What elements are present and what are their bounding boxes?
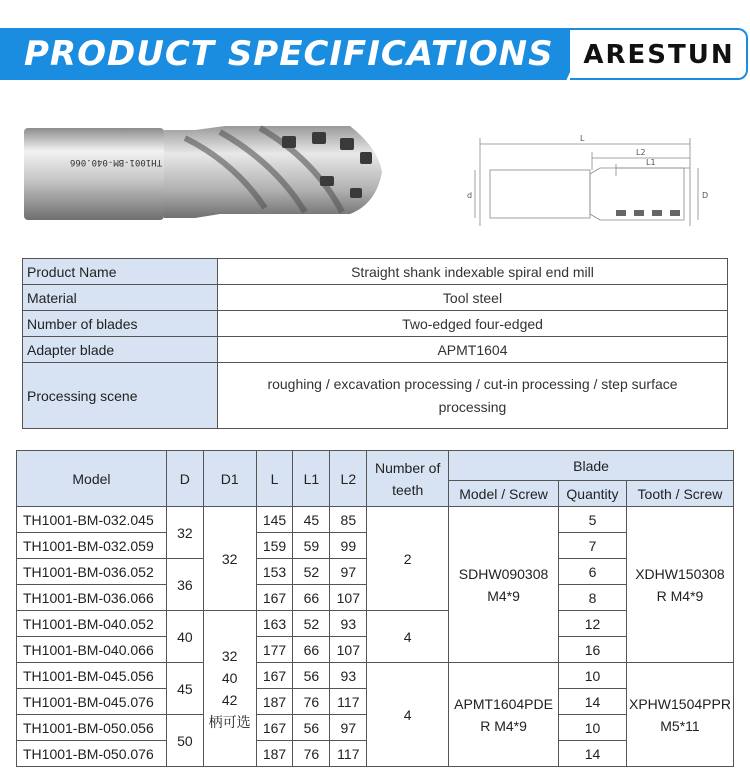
d1-cell: 32: [203, 507, 256, 611]
l1-cell: 66: [293, 637, 330, 663]
l-cell: 153: [256, 559, 293, 585]
l2-cell: 107: [330, 637, 367, 663]
spec-row: [23, 285, 728, 311]
quantity-cell: 14: [559, 741, 627, 767]
l-cell: 167: [256, 663, 293, 689]
quantity-cell: 12: [559, 611, 627, 637]
spec-label: Number of blades: [23, 311, 218, 337]
d1-option: 42: [221, 691, 238, 708]
l2-cell: 85: [330, 507, 367, 533]
tooth-model-line: XDHW150308: [635, 565, 725, 582]
l1-cell: 66: [293, 585, 330, 611]
l-cell: 187: [256, 689, 293, 715]
quantity-cell: 10: [559, 663, 627, 689]
col-header-d: D: [166, 451, 203, 507]
d-cell: 40: [166, 611, 203, 663]
spec-label: Processing scene: [23, 363, 218, 429]
l1-cell: 76: [293, 741, 330, 767]
dim-label-L: L: [580, 134, 585, 143]
model-cell: TH1001-BM-036.052: [17, 559, 167, 585]
l2-cell: 97: [330, 559, 367, 585]
l1-cell: 56: [293, 715, 330, 741]
brand-logo-box: [570, 28, 748, 80]
brand-logo: ARESTUN: [583, 40, 735, 70]
drawing-insert: [616, 210, 626, 216]
drawing-shank: [490, 170, 590, 218]
spec-value: roughing / excavation processing / cut-in processing / step surface processing: [218, 363, 728, 429]
model-table: [16, 450, 734, 767]
quantity-cell: 7: [559, 533, 627, 559]
spec-label: Product Name: [23, 259, 218, 285]
page-title: PRODUCT SPECIFICATIONS: [24, 34, 554, 74]
l2-cell: 93: [330, 611, 367, 637]
dim-label-L1: L1: [646, 158, 656, 167]
drawing-insert: [634, 210, 644, 216]
d1-cell: [203, 611, 256, 767]
blade-model-cell: [449, 507, 559, 663]
quantity-cell: 14: [559, 689, 627, 715]
spec-label: Adapter blade: [23, 337, 218, 363]
header-row: [17, 451, 734, 481]
header-banner: [0, 28, 750, 80]
dim-label-L2: L2: [636, 148, 646, 157]
drawing-insert: [670, 210, 680, 216]
model-cell: TH1001-BM-032.045: [17, 507, 167, 533]
d1-option: 32: [221, 647, 238, 664]
col-header-blade: Blade: [449, 451, 734, 481]
quantity-cell: 10: [559, 715, 627, 741]
l2-cell: 99: [330, 533, 367, 559]
technical-drawing: [440, 130, 720, 240]
insert-shape: [320, 176, 334, 186]
table-row: [17, 611, 734, 637]
l2-cell: 107: [330, 585, 367, 611]
quantity-cell: 6: [559, 559, 627, 585]
l-cell: 167: [256, 585, 293, 611]
d-cell: 36: [166, 559, 203, 611]
l-cell: 163: [256, 611, 293, 637]
col-header-quantity: Quantity: [559, 481, 627, 507]
l-cell: 177: [256, 637, 293, 663]
d1-option: 40: [221, 669, 238, 686]
teeth-cell: 4: [367, 611, 449, 663]
insert-shape: [340, 138, 354, 150]
product-spec-table: [22, 258, 728, 429]
l2-cell: 117: [330, 689, 367, 715]
l1-cell: 59: [293, 533, 330, 559]
d-cell: 45: [166, 663, 203, 715]
d-cell: 32: [166, 507, 203, 559]
blade-model-cell: [449, 663, 559, 767]
model-cell: TH1001-BM-050.076: [17, 741, 167, 767]
spec-value: Tool steel: [218, 285, 728, 311]
l1-cell: 52: [293, 611, 330, 637]
insert-shape: [282, 136, 296, 148]
tooth-screw-cell: [626, 663, 733, 767]
blade-model-line: APMT1604PDE: [454, 695, 553, 712]
l1-cell: 45: [293, 507, 330, 533]
l-cell: 159: [256, 533, 293, 559]
blade-model-line: SDHW090308: [458, 565, 549, 582]
dim-label-D: D: [702, 191, 709, 200]
insert-shape: [350, 188, 362, 198]
spec-label: Material: [23, 285, 218, 311]
l-cell: 145: [256, 507, 293, 533]
tooth-screw-cell: [626, 507, 733, 663]
quantity-cell: 5: [559, 507, 627, 533]
quantity-cell: 8: [559, 585, 627, 611]
col-header-l2: L2: [330, 451, 367, 507]
product-photo: [20, 108, 390, 238]
l-cell: 187: [256, 741, 293, 767]
l2-cell: 93: [330, 663, 367, 689]
d-cell: 50: [166, 715, 203, 767]
col-header-blade-model: Model / Screw: [449, 481, 559, 507]
teeth-cell: 4: [367, 663, 449, 767]
blade-screw-line: R M4*9: [480, 717, 527, 734]
insert-shape: [312, 132, 326, 144]
model-cell: TH1001-BM-050.056: [17, 715, 167, 741]
l-cell: 167: [256, 715, 293, 741]
tooth-screw-line: M5*11: [660, 717, 700, 734]
dim-label-d: d: [467, 191, 473, 200]
blade-screw-line: M4*9: [487, 587, 520, 604]
engraving-text: TH1001-BM-040.066: [69, 157, 163, 167]
shank-shape: [24, 128, 164, 220]
col-header-model: Model: [17, 451, 167, 507]
d1-option-note: 柄可选: [208, 713, 251, 730]
model-cell: TH1001-BM-036.066: [17, 585, 167, 611]
insert-shape: [360, 152, 372, 164]
l2-cell: 117: [330, 741, 367, 767]
spec-row: [23, 311, 728, 337]
spec-row: [23, 363, 728, 429]
model-cell: TH1001-BM-040.066: [17, 637, 167, 663]
teeth-cell: 2: [367, 507, 449, 611]
spec-row: [23, 259, 728, 285]
l1-cell: 56: [293, 663, 330, 689]
table-row: [17, 663, 734, 689]
l1-cell: 52: [293, 559, 330, 585]
spec-value: Straight shank indexable spiral end mill: [218, 259, 728, 285]
spec-value: APMT1604: [218, 337, 728, 363]
col-header-l1: L1: [293, 451, 330, 507]
model-cell: TH1001-BM-045.076: [17, 689, 167, 715]
model-cell: TH1001-BM-032.059: [17, 533, 167, 559]
l2-cell: 97: [330, 715, 367, 741]
tooth-model-line: XPHW1504PPR: [629, 695, 731, 712]
l1-cell: 76: [293, 689, 330, 715]
spec-value: Two-edged four-edged: [218, 311, 728, 337]
spec-row: [23, 337, 728, 363]
quantity-cell: 16: [559, 637, 627, 663]
table-row: [17, 507, 734, 533]
model-cell: TH1001-BM-040.052: [17, 611, 167, 637]
col-header-tooth-screw: Tooth / Screw: [626, 481, 733, 507]
model-cell: TH1001-BM-045.056: [17, 663, 167, 689]
tooth-screw-line: R M4*9: [656, 587, 704, 604]
col-header-teeth: Number of teeth: [367, 451, 449, 507]
col-header-l: L: [256, 451, 293, 507]
col-header-d1: D1: [203, 451, 256, 507]
drawing-insert: [652, 210, 662, 216]
